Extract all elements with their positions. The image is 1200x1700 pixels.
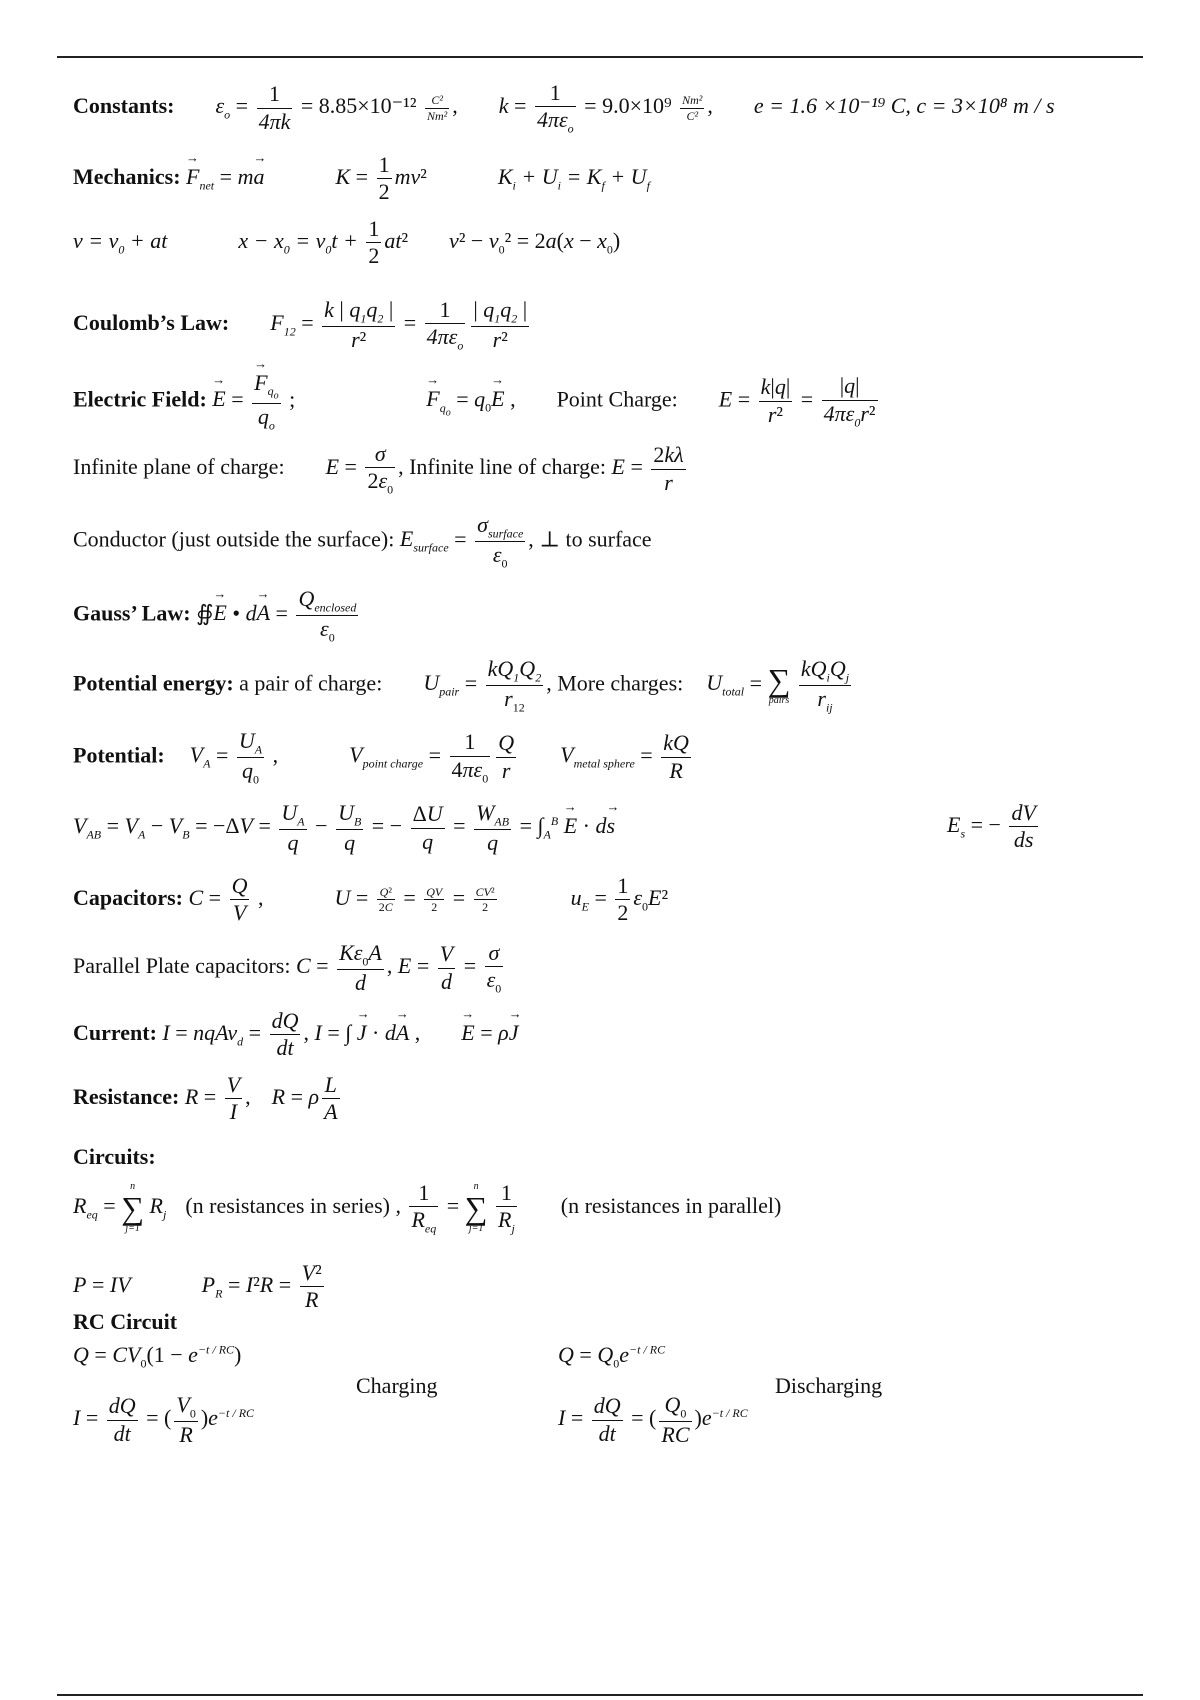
top-rule — [57, 56, 1143, 58]
rc-discharge-q: $Q = Q_0e^{-t / RC}$ — [558, 1342, 666, 1371]
gauss-heading: Gauss’ Law: — [73, 600, 191, 626]
power-row: P = IV $P_R = I^2R$ = $\frac{\text{V²}}{R}$ — [73, 1260, 322, 1313]
e-value: e = 1.6 ×10⁻¹⁹ C, — [753, 93, 911, 119]
resistance-row: Resistance: R = $\frac{V}{I}$ , R = ρ $\frac{L}{A}$ — [73, 1072, 338, 1125]
charging-label: Charging — [356, 1373, 438, 1398]
rc-heading-row — [73, 1309, 177, 1335]
coulomb-row: Coulomb’s Law: $F_{12}$ = $\frac{k | q_1q_2 |}{\text{r²}}$ = 1 $4\pi\varepsilon_o$ $\frac{| q_1q_2 |}{\text{r²}}$ — [73, 297, 528, 353]
eps-fraction: $\frac{1}{4\pi k}$ — [258, 81, 291, 134]
rc-discharge-i: I = $\frac{dQ}{dt}$ = ( $\frac{Q_0}{RC}$ )$e^{-t / RC}$ — [558, 1392, 748, 1447]
pe-more-label: , More charges: — [546, 670, 684, 696]
rc-charge-i: I = $\frac{dQ}{dt}$ = ( $\frac{V_0}{R}$ )$e^{-t / RC}$ — [73, 1392, 255, 1447]
circuits-heading: Circuits: — [73, 1144, 156, 1169]
series-note: (n resistances in series) , — [185, 1193, 401, 1219]
rc-heading: RC Circuit — [73, 1309, 178, 1334]
rc-charge-q: $Q = CV_0(1 - e^{-t / RC})$ — [73, 1342, 242, 1371]
mechanics-heading: Mechanics: — [73, 163, 181, 189]
mechanics-row: Mechanics: → $F_{net} = m\to a$ K = $\frac{1}{2}$ mv² $K_i + U_i = K_f + U_f$ — [73, 152, 650, 206]
gauss-row: Gauss’ Law: ∯→ E • d→ A = $Q_{enclosed}$ $\varepsilon_0$ — [73, 586, 361, 645]
efield-heading: Electric Field: — [73, 386, 207, 412]
potential-energy-row: Potential energy: a pair of charge: $U_{pair}$ = $\frac{kQ_1Q_2}{r_{12}}$ , More charges: $U_{total}$ = ∑ pairs $kQ_iQ_j$ $r_{ij}$ — [73, 656, 850, 715]
parallel-note: (n resistances in parallel) — [560, 1193, 782, 1219]
circuits-row: $R_{eq}$ = n ∑ j=1 $R_j$ (n resistances in series) , 1 $R_{eq}$ = n ∑ j=1 $\frac{1}{R_j}$ (n resistances in parallel) — [73, 1180, 782, 1236]
efield-row: Electric Field: → E = → $F_{q_o}$ $q_o$ ; → $F_{q_o} = q_0\to E$ , Point Charge: E = $\frac{k|q|}{\text{r²}}$ = $\frac{|q|}{4\pi\varepsilon_0r^2}$ — [73, 370, 881, 433]
current-row: Current: I = nqAv$_d$ = $\frac{dQ}{dt}$ , I = ∫ → J · d→ A , → E = ρ→ J — [73, 1008, 519, 1062]
resistance-heading: Resistance: — [73, 1083, 180, 1109]
conductor-label: Conductor (just outside the surface): — [73, 526, 395, 552]
point-charge-label: Point Charge: — [556, 386, 678, 412]
kinematics-row: $v = v_0$ + at $x - x_0 = v_0t$ + $\frac{1}{2}$ at² $v^2 - v_0^2 = 2a(x - x_0)$ — [73, 216, 621, 269]
es-formula: $E_s$ = − $\frac{dV}{ds}$ — [947, 800, 1036, 853]
inf-plane-label: Infinite plane of charge: — [73, 454, 285, 480]
discharging-label: Discharging — [775, 1373, 883, 1398]
c-value: c = 3×10⁸ m / s — [916, 93, 1055, 119]
eps-value: = 8.85×10⁻¹² — [300, 93, 422, 119]
coulomb-heading: Coulomb’s Law: — [73, 310, 230, 336]
constants-heading: Constants: — [73, 93, 175, 119]
parallel-plate-row: Parallel Plate capacitors: C = $\frac{K\varepsilon_0A}{d}$ , E = $\frac{V}{d}$ = $\frac{\sigma}{\varepsilon_0}$ — [73, 940, 502, 996]
infinite-row: Infinite plane of charge: E = $\frac{\sigma}{2\varepsilon_0}$ , Infinite line of charge: E = $\frac{2k\lambda}{r}$ — [73, 441, 684, 497]
k-value: = 9.0×10⁹ — [584, 93, 678, 119]
parallel-plate-label: Parallel Plate capacitors: — [73, 953, 291, 979]
conductor-row: Conductor (just outside the surface): $E_{surface}$ = $\sigma_{surface}$ $\varepsilon_0$ , ⊥ to surface — [73, 512, 652, 571]
inf-line-label: Infinite line of charge: — [409, 454, 607, 480]
k-fraction: 1 $4\pi\varepsilon_o$ — [536, 80, 574, 136]
circuits-heading-row — [73, 1144, 156, 1170]
potential-heading: Potential: — [73, 742, 165, 768]
capacitors-row: Capacitors: C = $\frac{Q}{V}$ , U = $\frac{\text{Q²}}{2C}$ = $\frac{QV}{2}$ = $\frac{\text{CV²}}{2}$ $u_E$ = $\frac{1}{2}$ $\varepsilon_0E^2$ — [73, 873, 669, 926]
capacitors-heading: Capacitors: — [73, 884, 183, 910]
current-heading: Current: — [73, 1019, 157, 1045]
potential-row: Potential: $V_A$ = $\frac{U_A}{q_0}$ , $V_{point charge}$ = $\frac{1}{4\pi\varepsilon_0}$ $\frac{Q}{r}$ $V_{metal sphere}$ = $\frac{kQ}{R}$ — [73, 728, 689, 787]
potential-difference-row: $V_{AB} = V_A - V_B = -\Delta V$ = $\frac{U_A}{q}$ − $\frac{U_B}{q}$ = − $\frac{\Delta U}{q}$ = $W_{AB}$ q = $\int_A^B \to E \cdot d\to s$ — [73, 800, 615, 856]
constants-row: Constants: $\varepsilon_o$ = $\frac{1}{4\pi k}$ = 8.85×10⁻¹² $\frac{\text{C²}}{\text{Nm²}}$ , k = 1 $4\pi\varepsilon_o$ = 9.0×10⁹ $\frac{\text{Nm²}}{\text{C²}}$ , e = 1.6 ×10⁻¹⁹ C, c = 3×10⁸ m / s — [73, 80, 1055, 136]
perp-surface: , ⊥ to surface — [528, 526, 652, 552]
bottom-rule — [57, 1694, 1143, 1696]
pe-heading: Potential energy: — [73, 670, 234, 696]
pe-pair-label: a pair of charge: — [239, 670, 383, 696]
